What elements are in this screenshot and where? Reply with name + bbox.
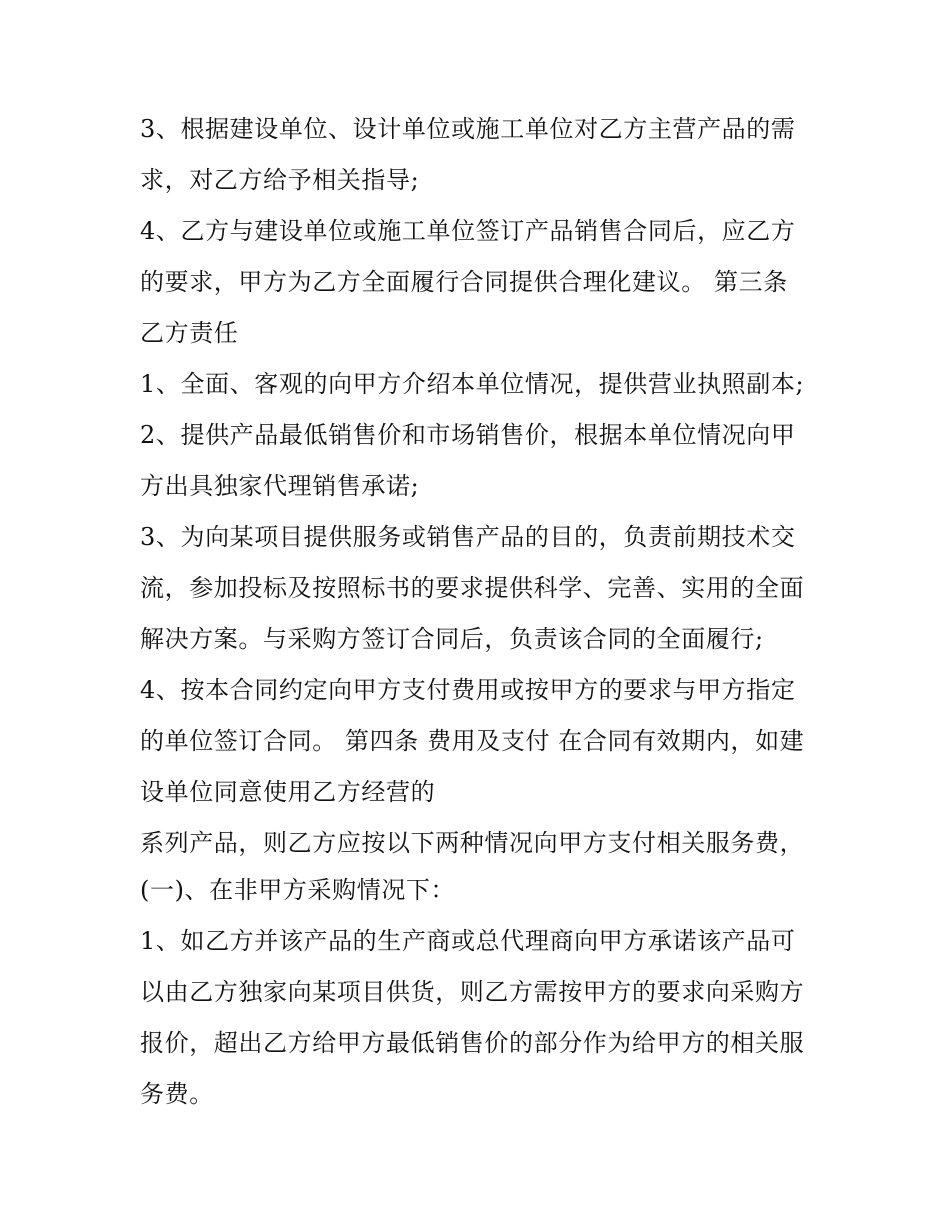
- text-line: 1、如乙方并该产品的生产商或总代理商向甲方承诺该产品可: [140, 927, 796, 955]
- text-line: 乙方责任: [140, 319, 239, 347]
- text-line: 设单位同意使用乙方经营的: [140, 778, 436, 806]
- text-line: 流，参加投标及按照标书的要求提供科学、完善、实用的全面: [140, 574, 805, 602]
- text-line: 系列产品，则乙方应按以下两种情况向甲方支付相关服务费，: [140, 829, 805, 857]
- text-line: 务费。: [140, 1080, 214, 1108]
- text-line: 4、乙方与建设单位或施工单位签订产品销售合同后，应乙方: [140, 217, 796, 245]
- text-line: (一)、在非甲方采购情况下：: [140, 876, 456, 904]
- text-line: 以由乙方独家向某项目供货，则乙方需按甲方的要求向采购方: [140, 978, 805, 1006]
- text-line: 报价，超出乙方给甲方最低销售价的部分作为给甲方的相关服: [140, 1029, 805, 1057]
- text-line: 方出具独家代理销售承诺;: [140, 472, 420, 500]
- text-line: 1、全面、客观的向甲方介绍本单位情况，提供营业执照副本;: [140, 370, 805, 398]
- text-line: 求，对乙方给予相关指导;: [140, 166, 420, 194]
- text-line: 解决方案。与采购方签订合同后，负责该合同的全面履行;: [140, 625, 764, 653]
- text-line: 3、根据建设单位、设计单位或施工单位对乙方主营产品的需: [140, 115, 796, 143]
- text-line: 3、为向某项目提供服务或销售产品的目的，负责前期技术交: [140, 523, 796, 551]
- text-line: 的单位签订合同。 第四条 费用及支付 在合同有效期内，如建: [140, 727, 805, 755]
- text-line: 4、按本合同约定向甲方支付费用或按甲方的要求与甲方指定: [140, 676, 796, 704]
- text-line: 的要求，甲方为乙方全面履行合同提供合理化建议。 第三条: [140, 268, 788, 296]
- text-line: 2、提供产品最低销售价和市场销售价，根据本单位情况向甲: [140, 421, 796, 449]
